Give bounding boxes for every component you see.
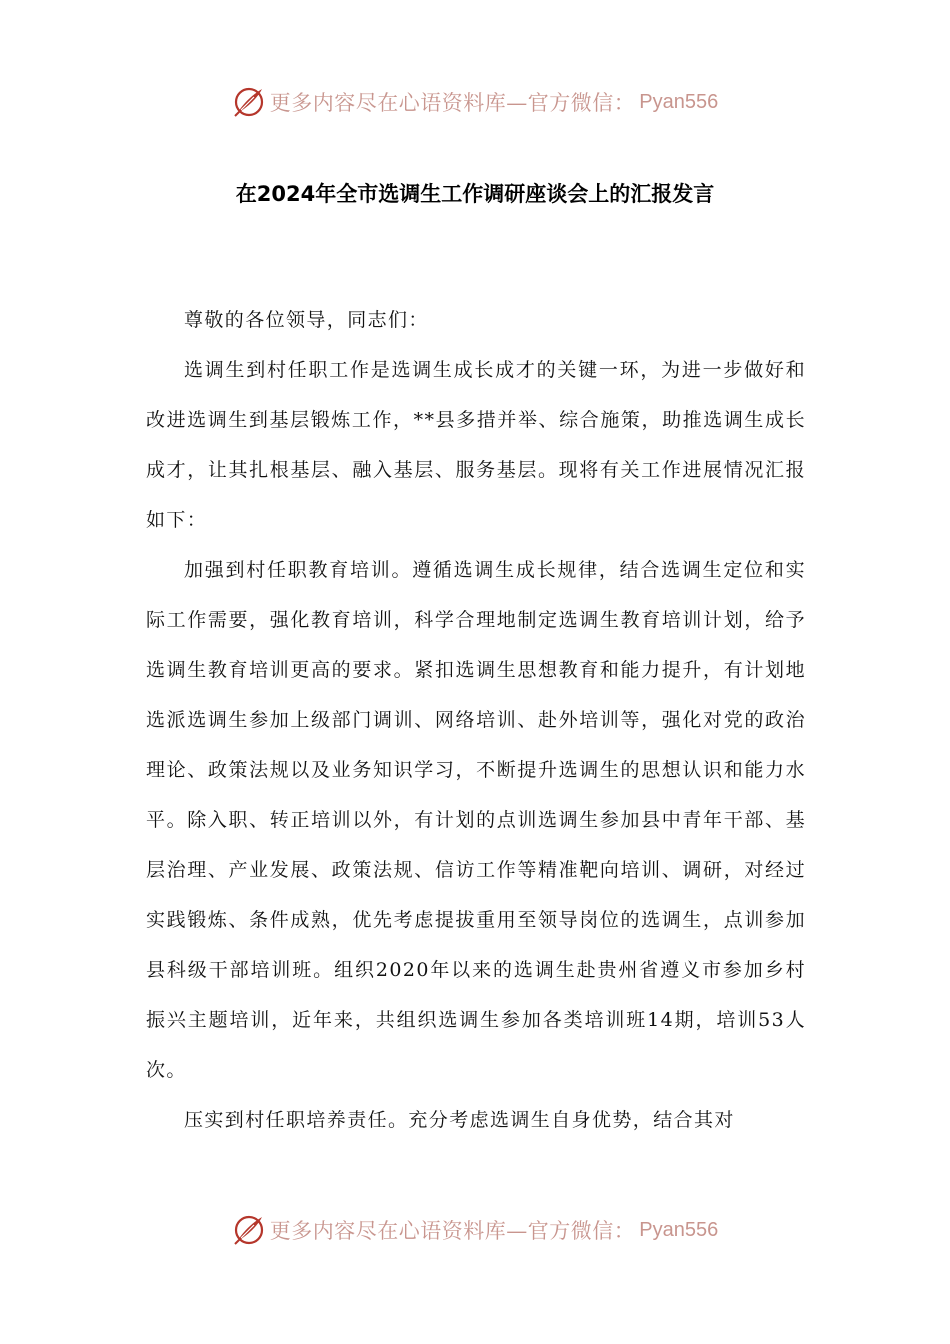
- salutation: 尊敬的各位领导，同志们：: [184, 309, 429, 331]
- watermark-wechat-id: Pyan556: [639, 1218, 719, 1241]
- watermark-wechat-id: Pyan556: [639, 90, 719, 113]
- quill-logo-icon: [232, 85, 266, 119]
- watermark-banner-top: [0, 82, 950, 122]
- watermark-text: 更多内容尽在心语资料库—官方微信：: [269, 91, 636, 115]
- document-body: [146, 295, 806, 1145]
- paragraph: 选调生到村任职工作是选调生成长成才的关键一环，为进一步做好和改进选调生到基层锻炼工作，**县多措并举、综合施策，助推选调生成长成才，让其扎根基层、融入基层、服务基层。现将有关工作进展情况汇报如下：: [146, 359, 806, 531]
- watermark-text: 更多内容尽在心语资料库—官方微信：: [269, 1219, 636, 1243]
- watermark-banner-bottom: [0, 1210, 950, 1250]
- document-title: 在2024年全市选调生工作调研座谈会上的汇报发言: [235, 182, 715, 206]
- paragraph: 压实到村任职培养责任。充分考虑选调生自身优势，结合其对: [184, 1109, 735, 1131]
- paragraph: 加强到村任职教育培训。遵循选调生成长规律，结合选调生定位和实际工作需要，强化教育培训，科学合理地制定选调生教育培训计划，给予选调生教育培训更高的要求。紧扣选调生思想教育和能力提升，有计划地选派选调生参加上级部门调训、网络培训、赴外培训等，强化对党的政治理论、政策法规以及业务知识学习，不断提升选调生的思想认识和能力水平。除入职、转正培训以外，有计划的点训选调生参加县中青年干部、基层治理、产业发展、政策法规、信访工作等精准靶向培训、调研，对经过实践锻炼、条件成熟，优先考虑提拔重用至领导岗位的选调生，点训参加县科级干部培训班。组织2020年以来的选调生赴贵州省遵义市参加乡村振兴主题培训，近年来，共组织选调生参加各类培训班14期，培训53人次。: [146, 559, 806, 1081]
- quill-logo-icon: [232, 1213, 266, 1247]
